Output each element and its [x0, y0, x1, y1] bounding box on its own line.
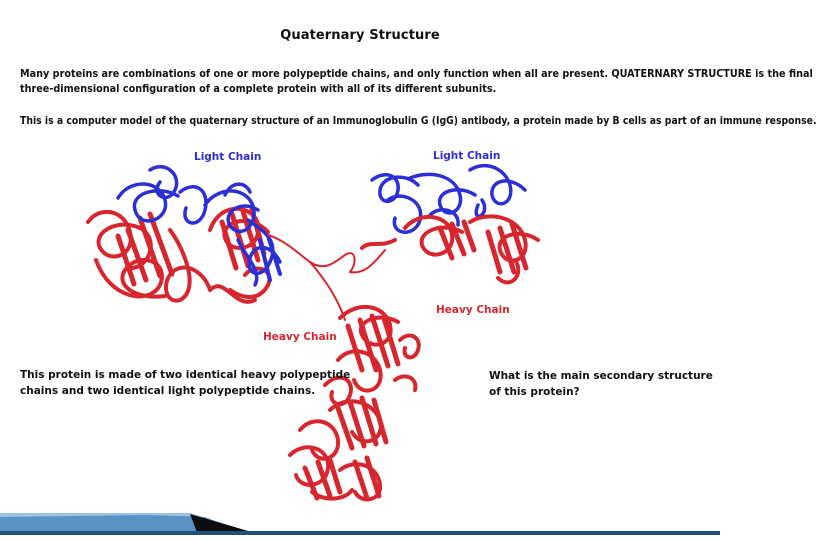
- question-line-1: What is the main secondary structure: [489, 370, 713, 382]
- heavy-chain-right-fab: [362, 216, 538, 282]
- intro-text-line-2: three-dimensional configuration of a complete protein with all of its different subunits.: [20, 83, 497, 95]
- heavy-chain-label-left: Heavy Chain: [263, 331, 337, 343]
- model-caption: This is a computer model of the quaternary structure of an Immunoglobulin G (IgG) antibody, a protein made by B cells as part of an immune response.: [20, 115, 817, 127]
- heavy-chain-label-right: Heavy Chain: [436, 304, 510, 316]
- light-chain-label-left: Light Chain: [194, 151, 262, 163]
- chain-composition-note-line-1: This protein is made of two identical heavy polypeptide: [20, 369, 351, 381]
- light-chain-right: [372, 166, 525, 233]
- intro-text-line-1: Many proteins are combinations of one or more polypeptide chains, and only function when all are present. QUATERNARY STRUCTURE is the final: [20, 68, 813, 80]
- question-line-2: of this protein?: [489, 386, 580, 398]
- bottom-accent-bar: [0, 505, 720, 540]
- slide-title: Quaternary Structure: [280, 28, 440, 43]
- heavy-chain-left-fab: [88, 208, 269, 302]
- chain-composition-note-line-2: chains and two identical light polypeptide chains.: [20, 385, 316, 397]
- light-chain-label-right: Light Chain: [433, 150, 501, 162]
